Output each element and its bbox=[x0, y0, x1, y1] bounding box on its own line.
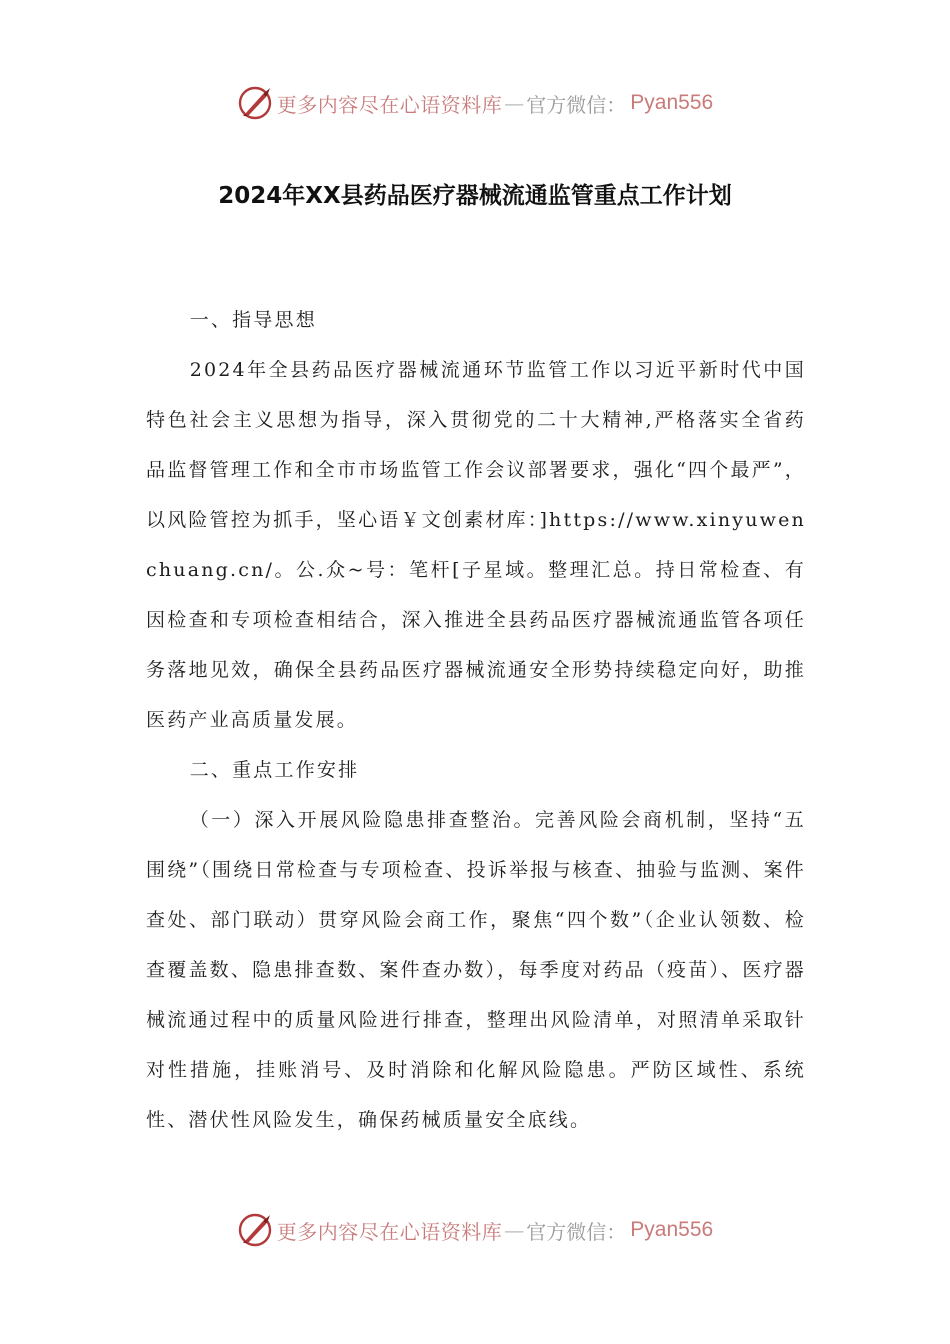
banner-wechat-label: 官方微信： bbox=[526, 1219, 627, 1244]
banner-separator: — bbox=[504, 91, 525, 115]
banner-main-text: 更多内容尽在心语资料库 bbox=[276, 92, 503, 117]
section-heading-key-tasks: 二、重点工作安排 bbox=[189, 759, 360, 781]
quill-logo-icon bbox=[237, 1212, 273, 1248]
banner-wechat-id: Pyan556 bbox=[630, 91, 714, 114]
document-body bbox=[146, 295, 806, 1145]
banner-wechat-id: Pyan556 bbox=[630, 1218, 714, 1241]
document-title: 2024年XX县药品医疗器械流通监管重点工作计划 bbox=[218, 183, 732, 209]
section-heading-guiding-ideology: 一、指导思想 bbox=[189, 309, 317, 331]
paragraph-risk-investigation: （一）深入开展风险隐患排查整治。完善风险会商机制，坚持“五围绕”（围绕日常检查与专项检查、投诉举报与核查、抽验与监测、案件查处、部门联动）贯穿风险会商工作，聚焦“四个数”（企业认领数、检查覆盖数、隐患排查数、案件查办数），每季度对药品（疫苗）、医疗器械流通过程中的质量风险进行排查，整理出风险清单，对照清单采取针对性措施，挂账消号、及时消除和化解风险隐患。严防区域性、系统性、潜伏性风险发生，确保药械质量安全底线。 bbox=[146, 809, 806, 1131]
banner-main-text: 更多内容尽在心语资料库 bbox=[276, 1219, 503, 1244]
paragraph-guiding-ideology: 2024年全县药品医疗器械流通环节监管工作以习近平新时代中国特色社会主义思想为指导，深入贯彻党的二十大精神,严格落实全省药品监督管理工作和全市市场监管工作会议部署要求，强化“四个最严”，以风险管控为抓手，坚心语￥文创素材库：]https://www.xinyuwenchuang.cn/。公.众~号：笔杆[子星域。整理汇总。持日常检查、有因检查和专项检查相结合，深入推进全县药品医疗器械流通监管各项任务落地见效，确保全县药品医疗器械流通安全形势持续稳定向好，助推医药产业高质量发展。 bbox=[146, 359, 806, 731]
banner-wechat-label: 官方微信： bbox=[526, 92, 627, 117]
footer-watermark-banner bbox=[0, 1210, 950, 1250]
banner-separator: — bbox=[504, 1218, 525, 1242]
quill-logo-icon bbox=[237, 85, 273, 121]
header-watermark-banner bbox=[0, 83, 950, 123]
